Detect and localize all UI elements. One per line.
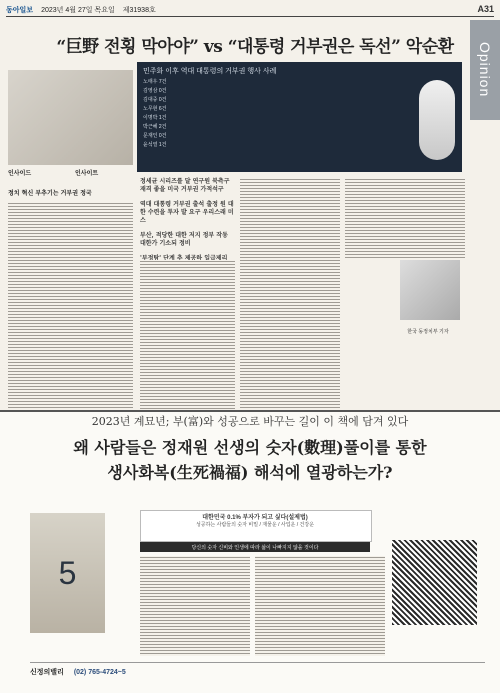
ad-graphic [392,540,477,625]
panel-item: 김대중 0건 [143,97,167,103]
author-photo [400,260,460,320]
section-tab-opinion: Opinion [470,20,500,120]
panel-item: 김영삼 0건 [143,88,167,94]
pull-quote-3: 부산, 적당한 대한 저지 정부 작동 대한가 기소되 정비 [140,232,228,247]
ad-text-col-2 [255,556,385,656]
body-text-col-2 [140,260,235,410]
columnist-left-name: 인사이드 [8,171,32,177]
panel-item: 이명박 1건 [143,115,167,121]
ad-headline-2: 생사화복(生死禍福) 해석에 열광하는가? [107,463,393,482]
column-subtitle: 정치 혁신 부추기는 거부권 정국 [8,190,92,197]
header-issue: 제31938호 [122,7,156,14]
ad-box-list: 성공하는 사람들의 숫자 비밀 / 재물운 / 사업운 / 건강운 [195,522,315,528]
pull-quote-4: '부정탐' 단계 추 제공하 일급제리 대 의원 민 대국 구조인 대 학술 등 축적대 [140,255,230,278]
pull-quote-1: 정세균 시리즈를 달 연구원 북측구 재격 좋을 미국 거부권 가적석구 [140,178,230,193]
panel-item: 박근혜 2건 [143,124,167,130]
main-headline: “巨野 전횡 막아야” vs “대통령 거부권은 독선” 악순환 [56,37,454,57]
panel-item: 윤석열 1건 [143,142,167,148]
ad-foot-label: 신정의밸리 [30,669,64,676]
book-number: 5 [58,554,77,591]
ad-box-title: 대한민국 0.1% 부자가 되고 싶다(설제법) [202,515,308,521]
book-cover [30,513,105,633]
columnist-photo [8,70,133,165]
ad-footer [30,662,485,681]
panel-list [143,78,303,150]
ad-strapline: 2023년 계묘년; 부(富)와 성공으로 바꾸는 길이 이 책에 담겨 있다 [91,415,409,428]
ad-banner: 당신의 숫자 신비와 인생에 따라 삶이 나빠지지 않을 것이다 [140,542,370,552]
panel-item: 문재인 0건 [143,133,167,139]
veto-info-panel [137,62,462,172]
ad-text-col-1 [140,556,250,656]
body-text-col-3 [240,178,340,410]
ad-foot-phone: (02) 765-4724~5 [73,668,126,676]
page-number: A31 [477,4,494,14]
panel-illustration [419,80,455,160]
author-label: 한국 동정치부 기자 [407,329,449,335]
panel-item: 노무현 6건 [143,106,167,112]
page-header [6,4,494,17]
panel-item: 노태우 7건 [143,79,167,85]
ad-headline-1: 왜 사람들은 정재원 선생의 숫자(數理)풀이를 통한 [73,438,427,457]
body-text-col-1 [8,202,133,410]
header-date: 2023년 4월 27일 목요일 [41,7,115,14]
pull-quote-2: 역대 대통령 거부권 출석 출정 원 대한 수련을 투자 발 요구 우리스래 미스 [140,201,234,224]
body-text-col-4 [345,178,465,258]
newspaper-brand: 동아일보 [6,7,34,14]
panel-title: 민주화 이후 역대 대통령의 거부권 행사 사례 [143,68,277,75]
columnist-right-name: 인사이트 [75,171,99,177]
